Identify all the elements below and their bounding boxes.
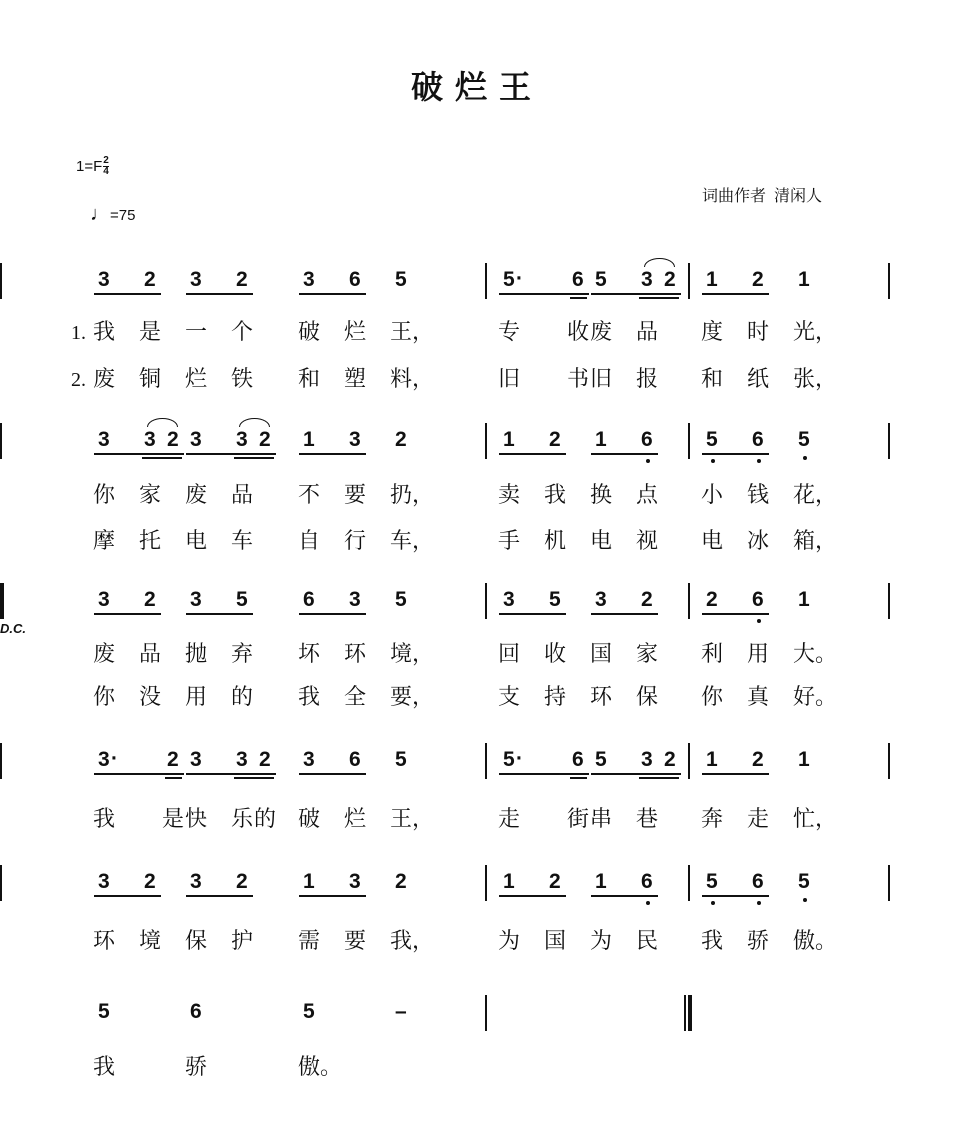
lyric-syllable: 花， xyxy=(793,483,838,508)
lyric-syllable: 张， xyxy=(793,367,838,392)
octave-dot-below xyxy=(757,459,761,463)
note: 1 xyxy=(798,748,810,771)
lyric-syllable: 你 xyxy=(93,483,116,508)
beam-line xyxy=(94,895,161,897)
note: 1 xyxy=(595,428,607,451)
lyric-syllable: 收 xyxy=(567,320,590,345)
note: 3 xyxy=(190,588,202,611)
beam-line xyxy=(702,453,769,455)
note: 5 · xyxy=(503,267,517,293)
beam-line xyxy=(702,293,769,295)
lyric-syllable: 没 xyxy=(139,685,162,710)
lyric-syllable: 书 xyxy=(567,367,590,392)
lyric-syllable: 机 xyxy=(544,529,567,554)
note: 5 xyxy=(595,748,607,771)
beam-line xyxy=(702,773,769,775)
lyric-syllable: 个 xyxy=(231,320,254,345)
lyric-syllable: 品 xyxy=(231,483,254,508)
note: 2 xyxy=(144,870,156,893)
note: 1 xyxy=(798,588,810,611)
note: 2 xyxy=(664,268,676,291)
octave-dot-below xyxy=(646,901,650,905)
beam-line xyxy=(499,895,566,897)
lyric-syllable: 巷 xyxy=(636,807,659,832)
lyric-syllable: 我 xyxy=(701,929,724,954)
slur xyxy=(239,418,270,427)
beam-line-double xyxy=(639,777,679,779)
octave-dot-below xyxy=(711,901,715,905)
final-bar-thick xyxy=(688,995,692,1031)
lyric-syllable: 支 xyxy=(498,685,521,710)
time-signature xyxy=(103,156,109,177)
lyric-syllable: 护 xyxy=(231,929,254,954)
beam-line xyxy=(591,773,681,775)
beam-line-double xyxy=(142,457,182,459)
note: 2 xyxy=(144,588,156,611)
note: 5 · xyxy=(503,747,517,773)
time-top: 2 xyxy=(103,155,109,166)
lyric-syllable: 视 xyxy=(636,529,659,554)
beam-line xyxy=(499,453,566,455)
bar-line xyxy=(485,423,487,459)
lyric-syllable: 你 xyxy=(93,685,116,710)
lyric-syllable: 废 xyxy=(93,642,116,667)
bar-line xyxy=(888,263,890,299)
lyric-syllable: 托 xyxy=(139,529,162,554)
bar-line xyxy=(485,995,487,1031)
lyric-syllable: 是 xyxy=(139,320,162,345)
lyric-syllable: 烂 xyxy=(185,367,208,392)
lyric-syllable: 我 xyxy=(298,685,321,710)
lyric-syllable: 旧 xyxy=(590,367,613,392)
lyric-syllable: 塑 xyxy=(344,367,367,392)
time-bottom: 4 xyxy=(103,166,109,177)
note: 1 xyxy=(706,268,718,291)
beam-line-double xyxy=(234,777,274,779)
key-tonic: 1=F xyxy=(76,158,103,175)
note: 3 xyxy=(349,588,361,611)
lyric-syllable: 需 xyxy=(298,929,321,954)
note: 6 xyxy=(641,870,653,893)
lyric-syllable: 电 xyxy=(701,529,724,554)
lyric-syllable: 坏 xyxy=(298,642,321,667)
beam-line xyxy=(94,613,161,615)
beam-line xyxy=(702,613,769,615)
lyric-syllable: 环 xyxy=(590,685,613,710)
key-signature xyxy=(76,156,109,177)
lyric-syllable: 走 xyxy=(747,807,770,832)
beam-line xyxy=(591,293,681,295)
note: 5 xyxy=(395,748,407,771)
octave-dot-below xyxy=(803,898,807,902)
lyric-syllable: 走 xyxy=(498,807,521,832)
note: 3 xyxy=(641,748,653,771)
lyric-syllable: 用 xyxy=(185,685,208,710)
note: 2 xyxy=(706,588,718,611)
lyric-syllable: 自 xyxy=(298,529,321,554)
note: 2 xyxy=(236,268,248,291)
octave-dot-below xyxy=(646,459,650,463)
lyric-syllable: 我 xyxy=(544,483,567,508)
lyric-syllable: 我 xyxy=(93,1055,116,1080)
lyric-syllable: 报 xyxy=(636,367,659,392)
lyric-syllable: 车 xyxy=(231,529,254,554)
beam-line xyxy=(186,293,253,295)
lyric-syllable: 箱， xyxy=(793,529,838,554)
note: 2 xyxy=(664,748,676,771)
lyric-syllable: 手 xyxy=(498,529,521,554)
note: 2 xyxy=(395,428,407,451)
note: 3 xyxy=(641,268,653,291)
lyric-syllable: 铁 xyxy=(231,367,254,392)
bar-line xyxy=(688,743,690,779)
tempo-value: =75 xyxy=(110,207,136,224)
repeat-bar-thick xyxy=(0,583,4,619)
note: 5 xyxy=(98,1000,110,1023)
bar-line xyxy=(888,583,890,619)
note: 2 xyxy=(144,268,156,291)
beam-line xyxy=(299,453,366,455)
note: 1 xyxy=(706,748,718,771)
lyric-syllable: 要 xyxy=(344,483,367,508)
lyric-syllable: 境， xyxy=(390,642,435,667)
note: 2 xyxy=(641,588,653,611)
note: 3 xyxy=(190,268,202,291)
lyric-syllable: 抛 xyxy=(185,642,208,667)
final-bar-thin xyxy=(684,995,686,1031)
note: 3 xyxy=(144,428,156,451)
lyric-syllable: 和 xyxy=(298,367,321,392)
lyric-syllable: 傲。 xyxy=(793,929,838,954)
note: 5 xyxy=(595,268,607,291)
lyric-syllable: 收 xyxy=(544,642,567,667)
note: 2 xyxy=(549,428,561,451)
lyric-syllable: 保 xyxy=(636,685,659,710)
lyric-syllable: 烂 xyxy=(344,320,367,345)
lyric-syllable: 用 xyxy=(747,642,770,667)
note: 3 xyxy=(349,428,361,451)
lyric-syllable: 乐 xyxy=(231,807,254,832)
verse-number: 2. xyxy=(71,369,86,391)
octave-dot-below xyxy=(711,459,715,463)
bar-line xyxy=(485,583,487,619)
lyric-syllable: 电 xyxy=(185,529,208,554)
lyric-syllable: 串 xyxy=(590,807,613,832)
bar-line-end xyxy=(0,865,2,901)
lyric-syllable: 要 xyxy=(344,929,367,954)
lyric-syllable: 换 xyxy=(590,483,613,508)
note: 3 xyxy=(190,870,202,893)
note: – xyxy=(395,1000,407,1023)
note: 5 xyxy=(798,428,810,451)
lyric-syllable: 为 xyxy=(498,929,521,954)
lyric-syllable: 真 xyxy=(747,685,770,710)
beam-line xyxy=(94,453,184,455)
lyric-syllable: 小 xyxy=(701,483,724,508)
bar-line-end xyxy=(0,423,2,459)
lyric-syllable: 不 xyxy=(298,483,321,508)
note: 3 xyxy=(98,588,110,611)
note: 3 xyxy=(98,268,110,291)
octave-dot-below xyxy=(757,619,761,623)
note: 1 xyxy=(595,870,607,893)
beam-line-double xyxy=(234,457,274,459)
quarter-note-icon: ♩ xyxy=(90,203,110,225)
lyric-syllable: 废 xyxy=(590,320,613,345)
lyric-syllable: 钱 xyxy=(747,483,770,508)
note: 6 xyxy=(752,428,764,451)
slur xyxy=(644,258,675,267)
note: 2 xyxy=(167,748,179,771)
bar-line xyxy=(888,743,890,779)
lyric-syllable: 骄 xyxy=(185,1055,208,1080)
note: 6 xyxy=(752,870,764,893)
lyric-syllable: 一 xyxy=(185,320,208,345)
note: 3 xyxy=(98,870,110,893)
note: 1 xyxy=(798,268,810,291)
lyric-syllable: 卖 xyxy=(498,483,521,508)
lyric-syllable: 破 xyxy=(298,807,321,832)
verse-number: 1. xyxy=(71,322,86,344)
lyric-syllable: 冰 xyxy=(747,529,770,554)
lyric-syllable: 我 xyxy=(93,807,116,832)
note: 5 xyxy=(706,870,718,893)
lyric-syllable: 度 xyxy=(701,320,724,345)
lyric-syllable: 烂 xyxy=(344,807,367,832)
bar-line xyxy=(888,423,890,459)
song-title: 破烂王 xyxy=(410,68,543,106)
beam-line-double xyxy=(570,297,587,299)
beam-line xyxy=(591,613,658,615)
bar-line xyxy=(688,865,690,901)
note: 5 xyxy=(395,588,407,611)
lyric-syllable: 国 xyxy=(544,929,567,954)
note: 3 xyxy=(236,748,248,771)
lyric-syllable: 环 xyxy=(344,642,367,667)
bar-line xyxy=(688,263,690,299)
beam-line xyxy=(299,895,366,897)
beam-line xyxy=(499,773,589,775)
lyric-syllable: 奔 xyxy=(701,807,724,832)
lyric-syllable: 的 xyxy=(254,807,277,832)
lyric-syllable: 废 xyxy=(185,483,208,508)
beam-line xyxy=(499,293,589,295)
credit-name: 清闲人 xyxy=(774,186,823,205)
lyric-syllable: 我， xyxy=(390,929,435,954)
note: 6 xyxy=(572,748,584,771)
note: 5 xyxy=(549,588,561,611)
tempo-marking xyxy=(90,203,135,226)
lyric-syllable: 光， xyxy=(793,320,838,345)
bar-line xyxy=(485,263,487,299)
lyric-syllable: 大。 xyxy=(793,642,838,667)
lyric-syllable: 环 xyxy=(93,929,116,954)
beam-line-double xyxy=(570,777,587,779)
note: 5 xyxy=(798,870,810,893)
slur xyxy=(147,418,178,427)
octave-dot-below xyxy=(757,901,761,905)
note: 3 xyxy=(303,268,315,291)
note: 6 xyxy=(349,268,361,291)
beam-line xyxy=(299,773,366,775)
lyric-syllable: 傲。 xyxy=(298,1055,343,1080)
credit-label: 词曲作者 xyxy=(702,186,767,205)
dc-marking: D.C. xyxy=(0,621,26,636)
credit xyxy=(702,183,822,206)
beam-line xyxy=(499,613,566,615)
bar-line-end xyxy=(0,263,2,299)
note: 1 xyxy=(303,428,315,451)
note: 2 xyxy=(259,748,271,771)
lyric-syllable: 弃 xyxy=(231,642,254,667)
lyric-syllable: 境 xyxy=(139,929,162,954)
note: 1 xyxy=(303,870,315,893)
bar-line xyxy=(688,583,690,619)
beam-line xyxy=(94,293,161,295)
lyric-syllable: 时 xyxy=(747,320,770,345)
lyric-syllable: 全 xyxy=(344,685,367,710)
beam-line-double xyxy=(639,297,679,299)
lyric-syllable: 行 xyxy=(344,529,367,554)
lyric-syllable: 我 xyxy=(93,320,116,345)
lyric-syllable: 品 xyxy=(636,320,659,345)
note: 5 xyxy=(236,588,248,611)
lyric-syllable: 你 xyxy=(701,685,724,710)
note: 3 xyxy=(503,588,515,611)
lyric-syllable: 专 xyxy=(498,320,521,345)
note: 6 xyxy=(349,748,361,771)
note: 5 xyxy=(303,1000,315,1023)
lyric-syllable: 铜 xyxy=(139,367,162,392)
lyric-syllable: 回 xyxy=(498,642,521,667)
note: 5 xyxy=(706,428,718,451)
beam-line xyxy=(186,773,276,775)
lyric-syllable: 品 xyxy=(139,642,162,667)
lyric-syllable: 王， xyxy=(390,807,435,832)
note: 2 xyxy=(395,870,407,893)
lyric-syllable: 是 xyxy=(162,807,185,832)
note: 2 xyxy=(752,268,764,291)
note: 1 xyxy=(503,870,515,893)
lyric-syllable: 王， xyxy=(390,320,435,345)
note: 2 xyxy=(549,870,561,893)
lyric-syllable: 料， xyxy=(390,367,435,392)
lyric-syllable: 扔， xyxy=(390,483,435,508)
beam-line xyxy=(299,293,366,295)
bar-line-end xyxy=(0,743,2,779)
lyric-syllable: 国 xyxy=(590,642,613,667)
lyric-syllable: 利 xyxy=(701,642,724,667)
beam-line xyxy=(186,453,276,455)
note: 6 xyxy=(303,588,315,611)
lyric-syllable: 民 xyxy=(636,929,659,954)
lyric-syllable: 保 xyxy=(185,929,208,954)
lyric-syllable: 旧 xyxy=(498,367,521,392)
beam-line xyxy=(186,895,253,897)
bar-line xyxy=(888,865,890,901)
note: 3 xyxy=(98,428,110,451)
beam-line-double xyxy=(165,777,182,779)
lyric-syllable: 车， xyxy=(390,529,435,554)
lyric-syllable: 废 xyxy=(93,367,116,392)
note: 2 xyxy=(167,428,179,451)
note: 3 xyxy=(190,428,202,451)
note: 1 xyxy=(503,428,515,451)
note: 3 xyxy=(190,748,202,771)
bar-line xyxy=(688,423,690,459)
note: 2 xyxy=(752,748,764,771)
bar-line xyxy=(485,743,487,779)
note: 3 xyxy=(303,748,315,771)
lyric-syllable: 的 xyxy=(231,685,254,710)
lyric-syllable: 家 xyxy=(636,642,659,667)
lyric-syllable: 纸 xyxy=(747,367,770,392)
lyric-syllable: 快 xyxy=(185,807,208,832)
bar-line xyxy=(485,865,487,901)
lyric-syllable: 电 xyxy=(590,529,613,554)
lyric-syllable: 摩 xyxy=(93,529,116,554)
octave-dot-below xyxy=(803,456,807,460)
note: 3 xyxy=(349,870,361,893)
lyric-syllable: 好。 xyxy=(793,685,838,710)
note: 3 · xyxy=(98,747,112,773)
beam-line xyxy=(591,453,658,455)
lyric-syllable: 要， xyxy=(390,685,435,710)
beam-line xyxy=(299,613,366,615)
note: 2 xyxy=(236,870,248,893)
note: 2 xyxy=(259,428,271,451)
note: 6 xyxy=(752,588,764,611)
note: 6 xyxy=(572,268,584,291)
lyric-syllable: 持 xyxy=(544,685,567,710)
lyric-syllable: 街 xyxy=(567,807,590,832)
lyric-syllable: 破 xyxy=(298,320,321,345)
lyric-syllable: 家 xyxy=(139,483,162,508)
beam-line xyxy=(186,613,253,615)
lyric-syllable: 忙， xyxy=(793,807,838,832)
note: 5 xyxy=(395,268,407,291)
lyric-syllable: 点 xyxy=(636,483,659,508)
lyric-syllable: 和 xyxy=(701,367,724,392)
lyric-syllable: 骄 xyxy=(747,929,770,954)
note: 3 xyxy=(595,588,607,611)
lyric-syllable: 为 xyxy=(590,929,613,954)
beam-line xyxy=(591,895,658,897)
beam-line xyxy=(94,773,184,775)
note: 6 xyxy=(190,1000,202,1023)
note: 6 xyxy=(641,428,653,451)
beam-line xyxy=(702,895,769,897)
note: 3 xyxy=(236,428,248,451)
